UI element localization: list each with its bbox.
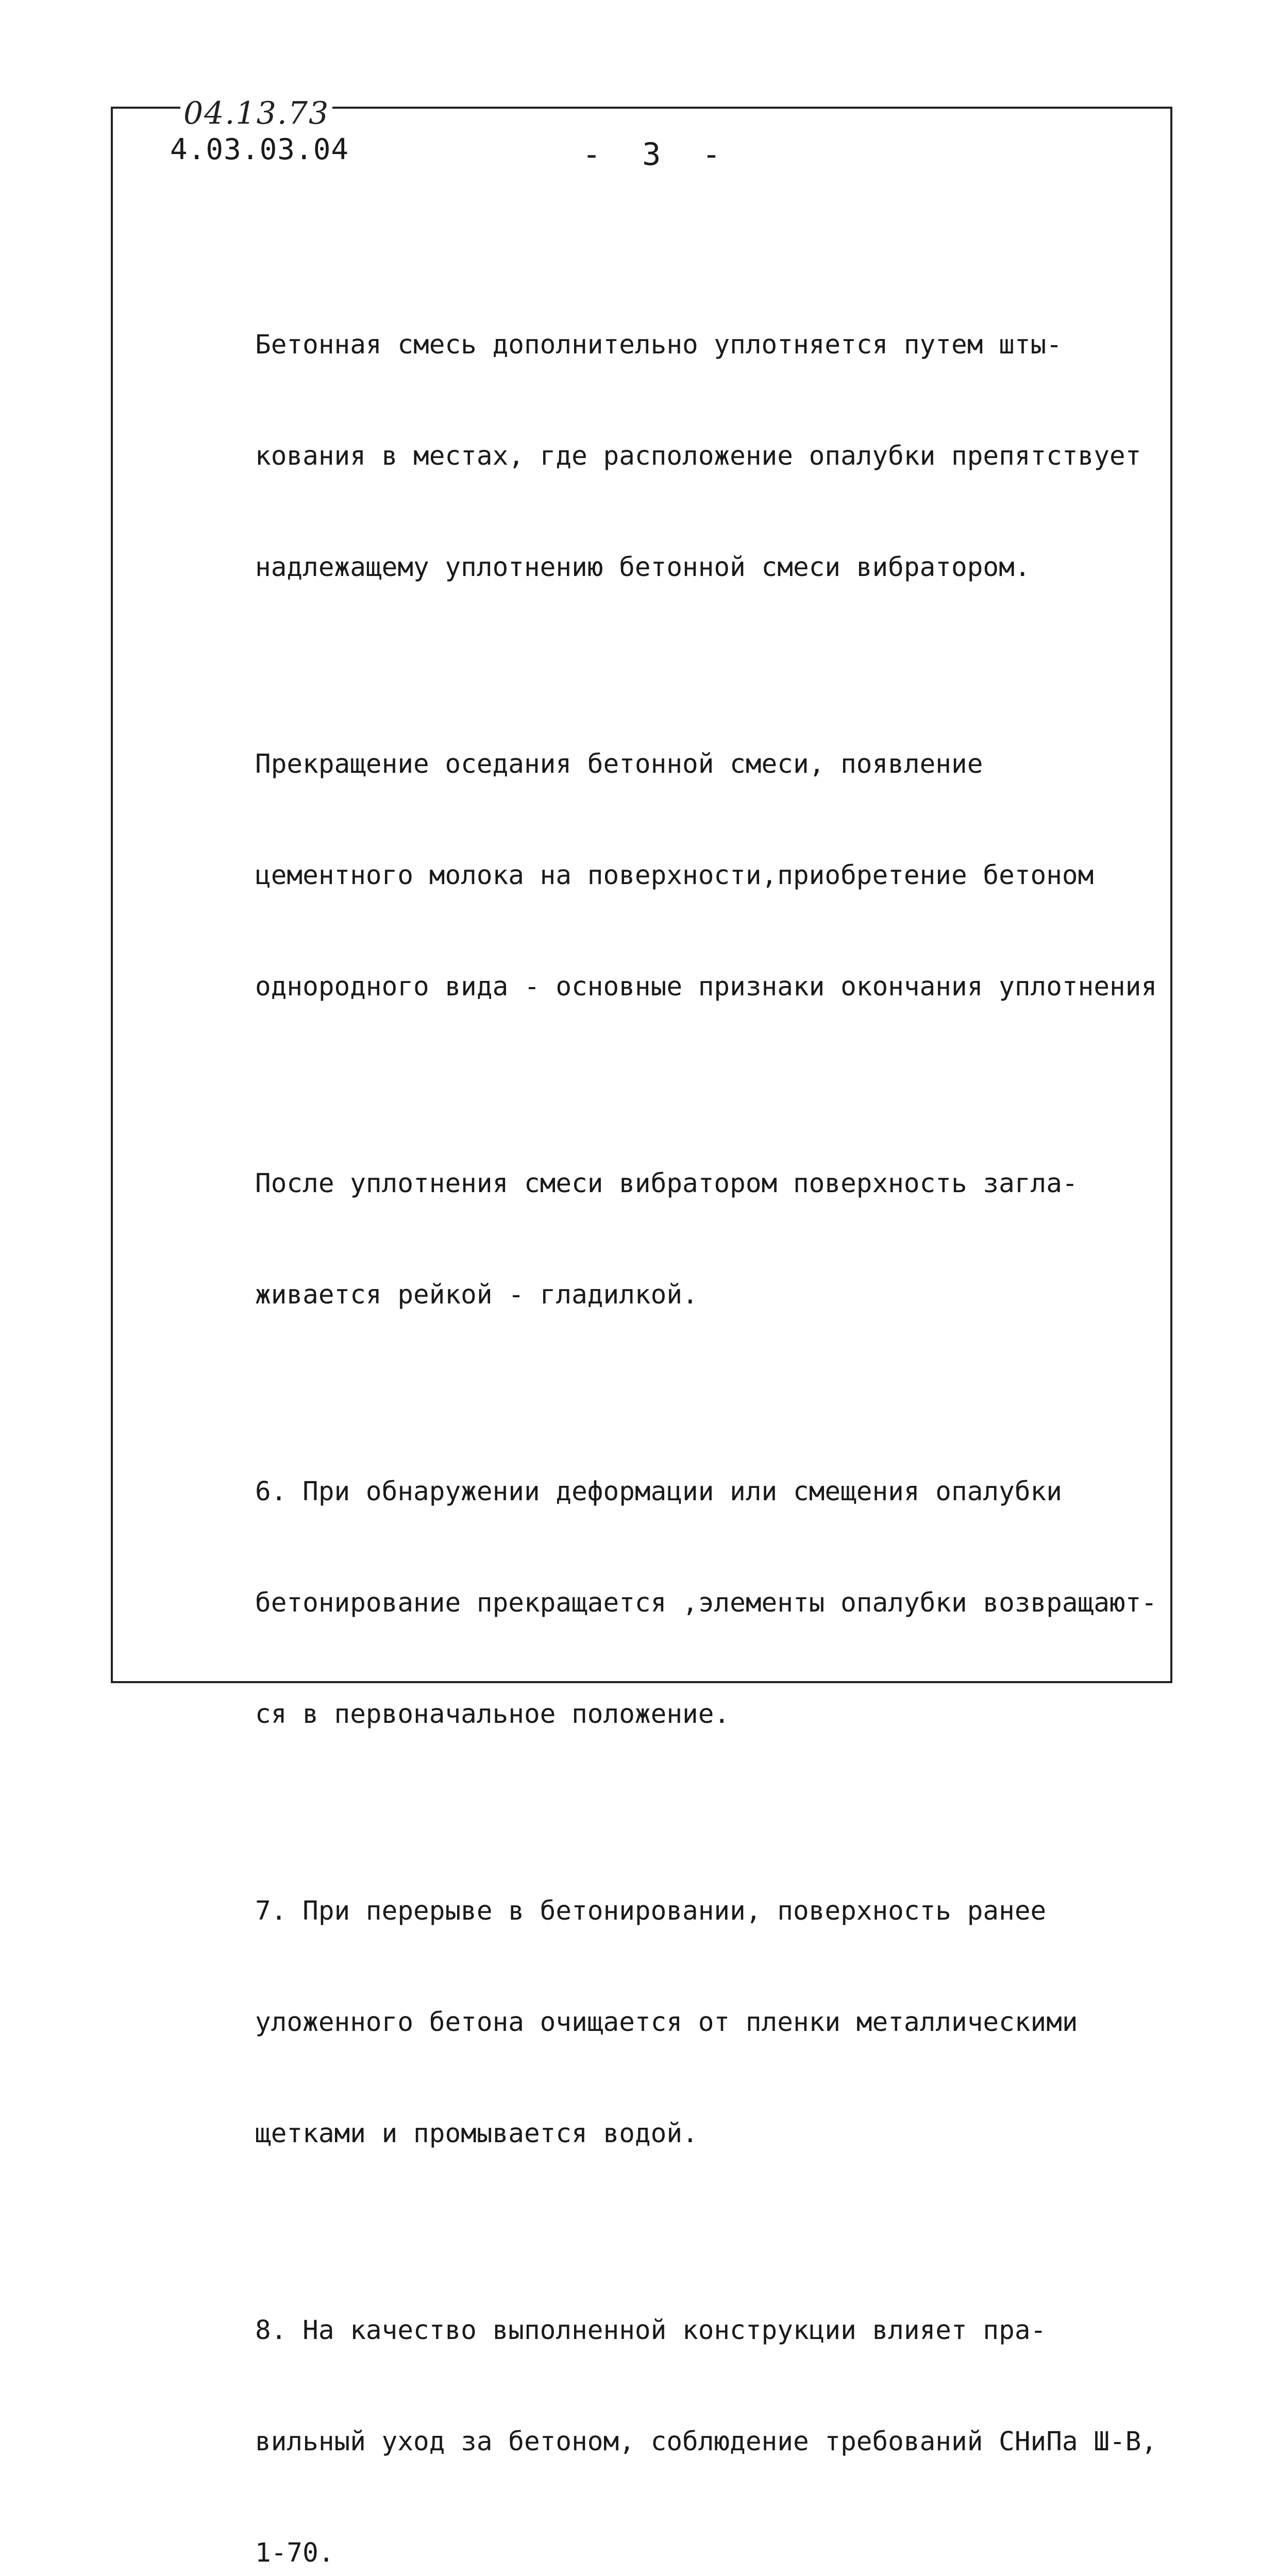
paragraph-compaction-signs — [152, 672, 1162, 1080]
text-line: щетками и промывается водой. — [255, 2119, 698, 2149]
page-number: - 3 - — [582, 137, 732, 173]
text-line: ся в первоначальное положение. — [255, 1699, 730, 1730]
paragraph-item-8 — [152, 2238, 1162, 2576]
text-line: 7. При перерыве в бетонировании, поверхность ранее — [255, 1896, 1047, 1926]
text-line: вильный уход за бетоном, соблюдение требований СНиПа Ш-В, — [255, 2427, 1157, 2457]
text-line: Прекращение оседания бетонной смеси, появление — [255, 749, 983, 779]
paragraph-item-7 — [152, 1819, 1162, 2227]
document-code: 4.03.03.04 — [170, 133, 349, 166]
text-line: цементного молока на поверхности,приобретение бетоном — [255, 860, 1094, 891]
text-line: бетонирование прекращается ,элементы опалубки возвращают- — [255, 1588, 1157, 1618]
text-line: После уплотнения смеси вибратором поверхность загла- — [255, 1168, 1078, 1199]
paragraph-compaction — [152, 252, 1162, 660]
paragraph-smoothing — [152, 1091, 1162, 1388]
body-text — [152, 252, 1162, 2576]
text-line: 1-70. — [255, 2538, 334, 2568]
paragraph-item-6 — [152, 1399, 1162, 1807]
text-line: однородного вида - основные признаки окончания уплотнения — [255, 972, 1157, 1002]
text-line: 6. При обнаружении деформации или смещения опалубки — [255, 1477, 1062, 1507]
text-line: кования в местах, где расположение опалубки препятствует — [255, 441, 1141, 471]
text-line: уложенного бетона очищается от пленки металлическими — [255, 2007, 1078, 2038]
text-line: Бетонная смесь дополнительно уплотняется путем шты- — [255, 330, 1062, 360]
text-line: живается рейкой - гладилкой. — [255, 1280, 698, 1310]
handwritten-document-number: 04.13.73 — [180, 98, 332, 129]
text-line: надлежащему уплотнению бетонной смеси вибратором. — [255, 552, 1031, 583]
text-line: 8. На качество выполненной конструкции влияет пра- — [255, 2315, 1047, 2346]
